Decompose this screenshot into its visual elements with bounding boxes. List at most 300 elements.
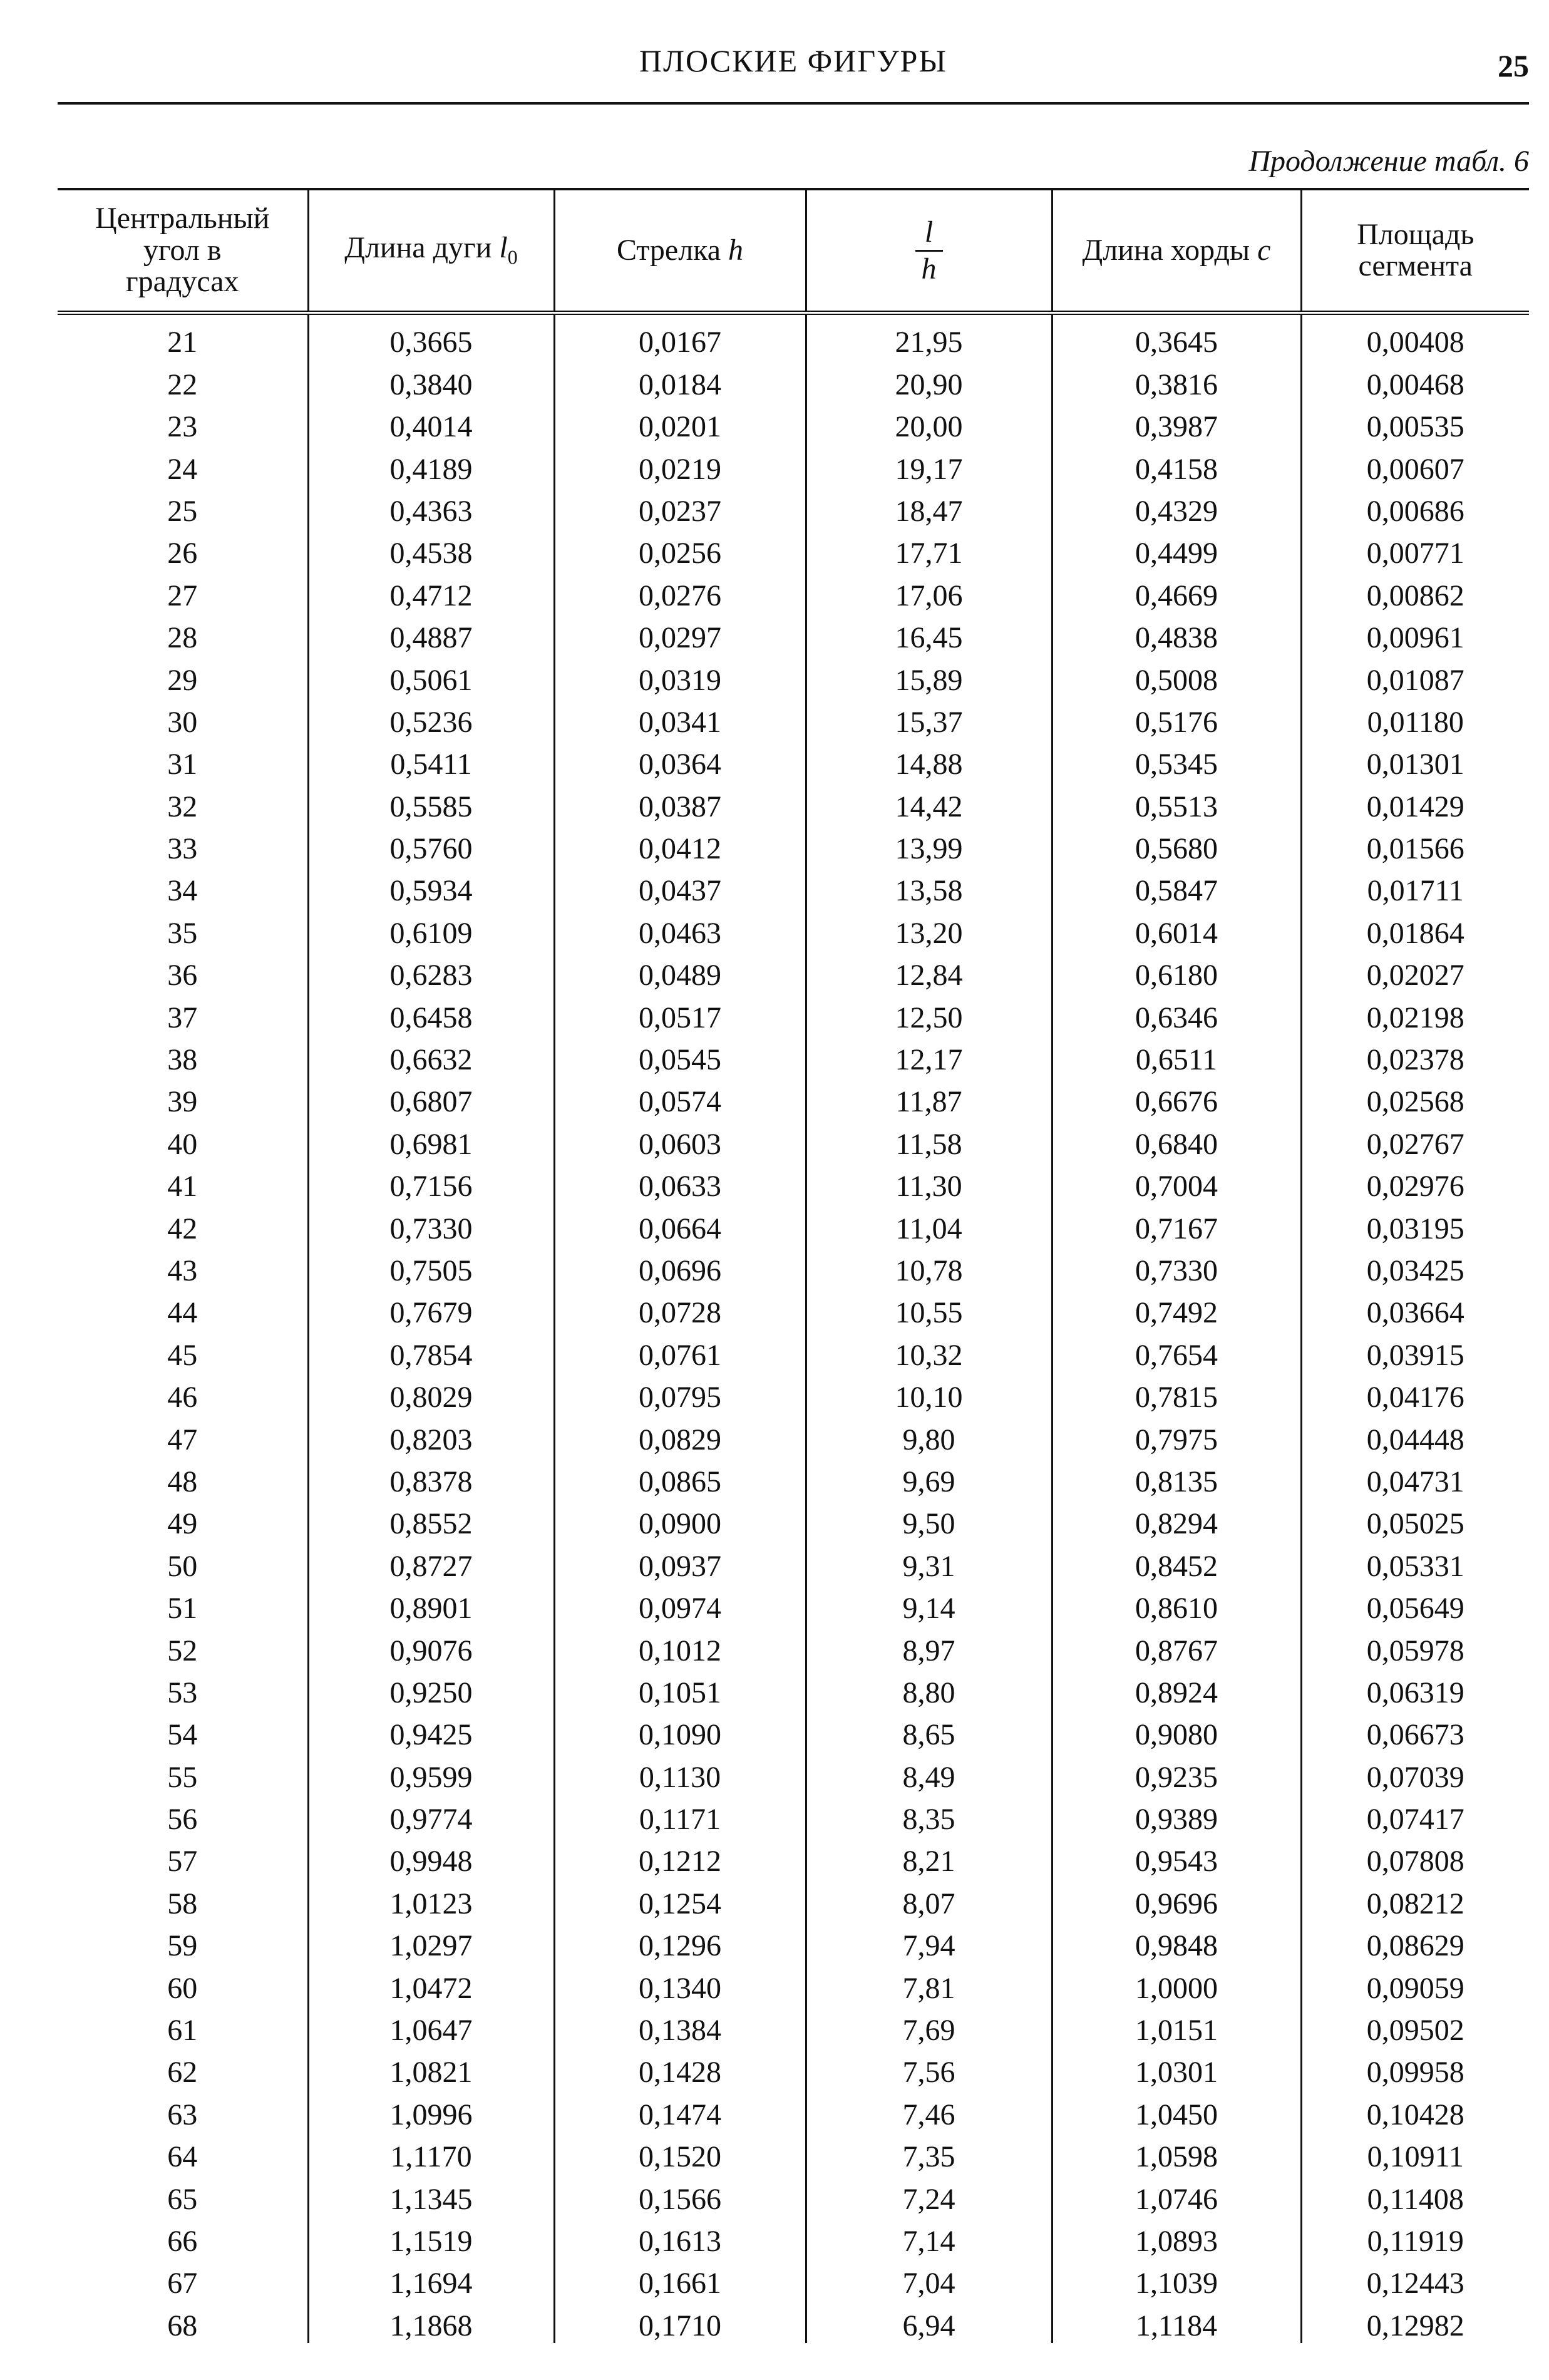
table-row <box>58 2174 1529 2216</box>
cell-segment-area: 0,08212 <box>1301 1878 1529 1920</box>
cell-ratio: 13,20 <box>806 908 1052 950</box>
cell-angle: 35 <box>167 916 198 950</box>
cell-ratio: 8,21 <box>806 1837 1052 1878</box>
cell-arc-length: 0,4712 <box>308 570 554 612</box>
cell-sagitta: 0,0974 <box>554 1584 806 1625</box>
cell-ratio: 11,87 <box>806 1077 1052 1119</box>
cell-arc-length: 0,9599 <box>308 1752 554 1794</box>
header-rule <box>58 102 1529 105</box>
cell-angle: 62 <box>167 2056 198 2089</box>
cell-arc-length: 1,1694 <box>308 2259 554 2300</box>
table-row <box>58 1119 1529 1161</box>
cell-ratio: 15,89 <box>806 655 1052 697</box>
col-header-sagitta <box>554 189 806 313</box>
table-row <box>58 1246 1529 1288</box>
cell-chord-length: 0,9543 <box>1052 1837 1301 1878</box>
cell-sagitta: 0,1296 <box>554 1921 806 1963</box>
cell-angle: 23 <box>167 410 198 444</box>
table-row <box>58 402 1529 444</box>
col-header-arc-length <box>308 189 554 313</box>
cell-segment-area: 0,02027 <box>1301 950 1529 992</box>
cell-sagitta: 0,0633 <box>554 1162 806 1203</box>
cell-chord-length: 0,6346 <box>1052 992 1301 1034</box>
cell-chord-length: 0,4329 <box>1052 487 1301 528</box>
cell-arc-length: 0,8901 <box>308 1584 554 1625</box>
cell-segment-area: 0,01429 <box>1301 781 1529 823</box>
cell-arc-length: 0,3665 <box>308 313 554 360</box>
table-row <box>58 1414 1529 1456</box>
cell-arc-length: 0,9774 <box>308 1795 554 1837</box>
cell-sagitta: 0,1254 <box>554 1878 806 1920</box>
cell-ratio: 12,17 <box>806 1035 1052 1077</box>
cell-arc-length: 0,8029 <box>308 1373 554 1414</box>
cell-chord-length: 1,0151 <box>1052 2006 1301 2048</box>
cell-ratio: 11,58 <box>806 1119 1052 1161</box>
cell-sagitta: 0,0364 <box>554 739 806 781</box>
cell-sagitta: 0,0865 <box>554 1457 806 1499</box>
cell-segment-area: 0,03664 <box>1301 1288 1529 1330</box>
table-row <box>58 2300 1529 2342</box>
table-row <box>58 2006 1529 2048</box>
cell-angle: 25 <box>167 494 198 528</box>
cell-ratio: 7,35 <box>806 2132 1052 2174</box>
cell-arc-length: 1,1345 <box>308 2174 554 2216</box>
cell-segment-area: 0,03425 <box>1301 1246 1529 1288</box>
cell-sagitta: 0,1520 <box>554 2132 806 2174</box>
cell-sagitta: 0,0219 <box>554 444 806 486</box>
cell-arc-length: 0,7854 <box>308 1330 554 1372</box>
cell-angle: 27 <box>167 579 198 612</box>
cell-sagitta: 0,1012 <box>554 1625 806 1667</box>
cell-segment-area: 0,11408 <box>1301 2174 1529 2216</box>
cell-chord-length: 1,0893 <box>1052 2217 1301 2259</box>
table-row <box>58 781 1529 823</box>
cell-angle: 65 <box>167 2182 198 2216</box>
cell-chord-length: 0,4158 <box>1052 444 1301 486</box>
cell-chord-length: 0,8294 <box>1052 1499 1301 1541</box>
cell-segment-area: 0,02568 <box>1301 1077 1529 1119</box>
running-head <box>58 38 1529 100</box>
cell-angle: 57 <box>167 1845 198 1878</box>
cell-segment-area: 0,07808 <box>1301 1837 1529 1878</box>
cell-sagitta: 0,0297 <box>554 613 806 655</box>
cell-arc-length: 1,0472 <box>308 1963 554 2005</box>
cell-segment-area: 0,11919 <box>1301 2217 1529 2259</box>
cell-ratio: 7,94 <box>806 1921 1052 1963</box>
cell-angle: 44 <box>167 1296 198 1330</box>
table-row <box>58 1837 1529 1878</box>
cell-arc-length: 1,1519 <box>308 2217 554 2259</box>
table-row <box>58 570 1529 612</box>
cell-angle: 37 <box>167 1001 198 1034</box>
segment-table <box>58 188 1529 2343</box>
cell-ratio: 7,46 <box>806 2089 1052 2131</box>
cell-ratio: 13,58 <box>806 866 1052 908</box>
cell-arc-length: 1,0123 <box>308 1878 554 1920</box>
cell-sagitta: 0,0517 <box>554 992 806 1034</box>
cell-ratio: 13,99 <box>806 824 1052 866</box>
cell-sagitta: 0,0412 <box>554 824 806 866</box>
cell-sagitta: 0,0574 <box>554 1077 806 1119</box>
table-row <box>58 359 1529 401</box>
cell-arc-length: 0,4189 <box>308 444 554 486</box>
cell-arc-length: 0,7156 <box>308 1162 554 1203</box>
cell-chord-length: 0,9235 <box>1052 1752 1301 1794</box>
col-header-angle <box>58 189 308 313</box>
cell-sagitta: 0,1340 <box>554 1963 806 2005</box>
cell-arc-length: 0,5411 <box>308 739 554 781</box>
cell-ratio: 7,04 <box>806 2259 1052 2300</box>
ratio-fraction <box>915 215 943 286</box>
table-row <box>58 1963 1529 2005</box>
table-row <box>58 1203 1529 1245</box>
cell-sagitta: 0,1710 <box>554 2300 806 2342</box>
cell-chord-length: 0,8924 <box>1052 1668 1301 1710</box>
cell-segment-area: 0,03915 <box>1301 1330 1529 1372</box>
cell-angle: 56 <box>167 1803 198 1837</box>
cell-chord-length: 0,7654 <box>1052 1330 1301 1372</box>
cell-ratio: 11,04 <box>806 1203 1052 1245</box>
cell-angle: 63 <box>167 2098 198 2131</box>
cell-sagitta: 0,1474 <box>554 2089 806 2131</box>
cell-sagitta: 0,0900 <box>554 1499 806 1541</box>
cell-arc-length: 0,4538 <box>308 528 554 570</box>
table-row <box>58 2132 1529 2174</box>
cell-ratio: 7,14 <box>806 2217 1052 2259</box>
table-row <box>58 613 1529 655</box>
table-row <box>58 1373 1529 1414</box>
cell-arc-length: 1,1868 <box>308 2300 554 2342</box>
cell-arc-length: 1,0996 <box>308 2089 554 2131</box>
table-row <box>58 1499 1529 1541</box>
cell-segment-area: 0,05649 <box>1301 1584 1529 1625</box>
cell-angle: 40 <box>167 1127 198 1161</box>
cell-arc-length: 0,5760 <box>308 824 554 866</box>
cell-segment-area: 0,04731 <box>1301 1457 1529 1499</box>
cell-segment-area: 0,00535 <box>1301 402 1529 444</box>
cell-sagitta: 0,0237 <box>554 487 806 528</box>
cell-sagitta: 0,1051 <box>554 1668 806 1710</box>
cell-ratio: 8,49 <box>806 1752 1052 1794</box>
table-row <box>58 2048 1529 2089</box>
cell-angle: 33 <box>167 832 198 866</box>
cell-ratio: 8,80 <box>806 1668 1052 1710</box>
col-header-angle-line3: градусах <box>125 265 239 299</box>
cell-arc-length: 1,0821 <box>308 2048 554 2089</box>
col-header-sagitta-var: h <box>728 233 744 267</box>
cell-ratio: 14,42 <box>806 781 1052 823</box>
cell-angle: 39 <box>167 1085 198 1119</box>
cell-arc-length: 0,6807 <box>308 1077 554 1119</box>
cell-arc-length: 0,9250 <box>308 1668 554 1710</box>
cell-segment-area: 0,01566 <box>1301 824 1529 866</box>
cell-angle: 61 <box>167 2014 198 2048</box>
cell-sagitta: 0,0937 <box>554 1541 806 1583</box>
cell-angle: 32 <box>167 790 198 823</box>
cell-ratio: 8,35 <box>806 1795 1052 1837</box>
cell-angle: 28 <box>167 621 198 655</box>
cell-ratio: 20,00 <box>806 402 1052 444</box>
cell-segment-area: 0,00408 <box>1301 313 1529 360</box>
table-row <box>58 1077 1529 1119</box>
table-body <box>58 313 1529 2343</box>
col-header-chord-var: c <box>1257 233 1271 267</box>
cell-segment-area: 0,02976 <box>1301 1162 1529 1203</box>
cell-segment-area: 0,01864 <box>1301 908 1529 950</box>
ratio-denominator: h <box>921 252 937 286</box>
col-header-area-line1: Площадь <box>1357 217 1474 251</box>
cell-chord-length: 0,7004 <box>1052 1162 1301 1203</box>
cell-chord-length: 0,5176 <box>1052 698 1301 739</box>
cell-angle: 30 <box>167 705 198 739</box>
page-number: 25 <box>1498 48 1529 83</box>
cell-angle: 24 <box>167 452 198 486</box>
cell-segment-area: 0,00961 <box>1301 613 1529 655</box>
cell-angle: 60 <box>167 1971 198 2005</box>
cell-chord-length: 0,3816 <box>1052 359 1301 401</box>
cell-chord-length: 0,8610 <box>1052 1584 1301 1625</box>
cell-chord-length: 1,1039 <box>1052 2259 1301 2300</box>
cell-arc-length: 0,5934 <box>308 866 554 908</box>
cell-chord-length: 0,9080 <box>1052 1710 1301 1752</box>
cell-sagitta: 0,1212 <box>554 1837 806 1878</box>
col-header-angle-line2: угол в <box>143 233 222 267</box>
table-row <box>58 1625 1529 1667</box>
col-header-arc-sub: 0 <box>507 246 518 269</box>
table-row <box>58 1541 1529 1583</box>
table-row <box>58 1584 1529 1625</box>
cell-chord-length: 0,7167 <box>1052 1203 1301 1245</box>
cell-chord-length: 0,4669 <box>1052 570 1301 612</box>
cell-arc-length: 0,6109 <box>308 908 554 950</box>
cell-angle: 41 <box>167 1170 198 1203</box>
table-row <box>58 866 1529 908</box>
cell-ratio: 6,94 <box>806 2300 1052 2342</box>
cell-chord-length: 0,9848 <box>1052 1921 1301 1963</box>
cell-sagitta: 0,0664 <box>554 1203 806 1245</box>
cell-segment-area: 0,09502 <box>1301 2006 1529 2048</box>
cell-ratio: 17,06 <box>806 570 1052 612</box>
cell-chord-length: 1,0598 <box>1052 2132 1301 2174</box>
col-header-chord-label: Длина хорды <box>1082 233 1258 267</box>
cell-sagitta: 0,0319 <box>554 655 806 697</box>
cell-chord-length: 0,4838 <box>1052 613 1301 655</box>
cell-chord-length: 0,5345 <box>1052 739 1301 781</box>
cell-segment-area: 0,00468 <box>1301 359 1529 401</box>
cell-chord-length: 0,8767 <box>1052 1625 1301 1667</box>
cell-arc-length: 0,4887 <box>308 613 554 655</box>
cell-ratio: 20,90 <box>806 359 1052 401</box>
cell-arc-length: 0,7679 <box>308 1288 554 1330</box>
cell-angle: 21 <box>167 326 198 359</box>
cell-ratio: 9,69 <box>806 1457 1052 1499</box>
cell-sagitta: 0,0341 <box>554 698 806 739</box>
cell-angle: 26 <box>167 537 198 570</box>
cell-sagitta: 0,0256 <box>554 528 806 570</box>
cell-arc-length: 0,4363 <box>308 487 554 528</box>
cell-sagitta: 0,0387 <box>554 781 806 823</box>
cell-chord-length: 0,3987 <box>1052 402 1301 444</box>
cell-segment-area: 0,07417 <box>1301 1795 1529 1837</box>
cell-chord-length: 1,0450 <box>1052 2089 1301 2131</box>
cell-segment-area: 0,09958 <box>1301 2048 1529 2089</box>
col-header-area-line2: сегмента <box>1358 249 1473 282</box>
table-row <box>58 739 1529 781</box>
cell-segment-area: 0,02767 <box>1301 1119 1529 1161</box>
cell-angle: 43 <box>167 1254 198 1287</box>
cell-chord-length: 1,0000 <box>1052 1963 1301 2005</box>
cell-chord-length: 0,5847 <box>1052 866 1301 908</box>
col-header-angle-line1: Центральный <box>95 202 270 235</box>
cell-ratio: 8,07 <box>806 1878 1052 1920</box>
cell-angle: 68 <box>167 2309 198 2342</box>
cell-chord-length: 0,7330 <box>1052 1246 1301 1288</box>
cell-angle: 46 <box>167 1381 198 1414</box>
table-row <box>58 1457 1529 1499</box>
cell-angle: 29 <box>167 663 198 697</box>
table-row <box>58 698 1529 739</box>
cell-arc-length: 1,1170 <box>308 2132 554 2174</box>
cell-segment-area: 0,12982 <box>1301 2300 1529 2342</box>
cell-segment-area: 0,01711 <box>1301 866 1529 908</box>
cell-angle: 52 <box>167 1634 198 1667</box>
cell-chord-length: 0,9696 <box>1052 1878 1301 1920</box>
cell-ratio: 10,55 <box>806 1288 1052 1330</box>
cell-angle: 66 <box>167 2224 198 2258</box>
cell-segment-area: 0,10911 <box>1301 2132 1529 2174</box>
table-row <box>58 1288 1529 1330</box>
cell-segment-area: 0,06319 <box>1301 1668 1529 1710</box>
cell-segment-area: 0,08629 <box>1301 1921 1529 1963</box>
cell-segment-area: 0,00686 <box>1301 487 1529 528</box>
cell-segment-area: 0,00862 <box>1301 570 1529 612</box>
table-row <box>58 908 1529 950</box>
cell-arc-length: 0,8552 <box>308 1499 554 1541</box>
table-row <box>58 2089 1529 2131</box>
cell-chord-length: 0,8135 <box>1052 1457 1301 1499</box>
table-row <box>58 313 1529 360</box>
table-row <box>58 824 1529 866</box>
cell-chord-length: 0,6676 <box>1052 1077 1301 1119</box>
cell-sagitta: 0,0795 <box>554 1373 806 1414</box>
cell-segment-area: 0,01301 <box>1301 739 1529 781</box>
cell-angle: 55 <box>167 1760 198 1794</box>
cell-segment-area: 0,04176 <box>1301 1373 1529 1414</box>
cell-chord-length: 1,1184 <box>1052 2300 1301 2342</box>
cell-arc-length: 1,0647 <box>308 2006 554 2048</box>
cell-sagitta: 0,1130 <box>554 1752 806 1794</box>
cell-angle: 58 <box>167 1887 198 1920</box>
cell-angle: 64 <box>167 2140 198 2174</box>
cell-segment-area: 0,06673 <box>1301 1710 1529 1752</box>
cell-arc-length: 0,9948 <box>308 1837 554 1878</box>
cell-segment-area: 0,12443 <box>1301 2259 1529 2300</box>
cell-angle: 38 <box>167 1043 198 1077</box>
cell-segment-area: 0,00771 <box>1301 528 1529 570</box>
cell-sagitta: 0,1566 <box>554 2174 806 2216</box>
cell-ratio: 17,71 <box>806 528 1052 570</box>
table-row <box>58 2259 1529 2300</box>
table-row <box>58 1162 1529 1203</box>
cell-arc-length: 0,6981 <box>308 1119 554 1161</box>
cell-arc-length: 0,7330 <box>308 1203 554 1245</box>
cell-ratio: 9,80 <box>806 1414 1052 1456</box>
table-row <box>58 992 1529 1034</box>
table-continuation-caption: Продолжение табл. 6 <box>1248 145 1529 178</box>
cell-chord-length: 0,5680 <box>1052 824 1301 866</box>
cell-ratio: 9,14 <box>806 1584 1052 1625</box>
col-header-arc-var: l <box>499 231 508 265</box>
cell-chord-length: 0,6014 <box>1052 908 1301 950</box>
cell-arc-length: 0,4014 <box>308 402 554 444</box>
cell-ratio: 10,10 <box>806 1373 1052 1414</box>
cell-arc-length: 0,7505 <box>308 1246 554 1288</box>
cell-segment-area: 0,05025 <box>1301 1499 1529 1541</box>
cell-sagitta: 0,0545 <box>554 1035 806 1077</box>
cell-angle: 36 <box>167 959 198 992</box>
cell-ratio: 10,32 <box>806 1330 1052 1372</box>
cell-sagitta: 0,1384 <box>554 2006 806 2048</box>
cell-arc-length: 0,5585 <box>308 781 554 823</box>
cell-ratio: 8,97 <box>806 1625 1052 1667</box>
cell-arc-length: 0,6632 <box>308 1035 554 1077</box>
cell-ratio: 14,88 <box>806 739 1052 781</box>
cell-ratio: 11,30 <box>806 1162 1052 1203</box>
table-row <box>58 2217 1529 2259</box>
cell-segment-area: 0,01087 <box>1301 655 1529 697</box>
cell-ratio: 19,17 <box>806 444 1052 486</box>
cell-ratio: 16,45 <box>806 613 1052 655</box>
cell-ratio: 18,47 <box>806 487 1052 528</box>
cell-chord-length: 0,7975 <box>1052 1414 1301 1456</box>
table-row <box>58 1035 1529 1077</box>
cell-segment-area: 0,02198 <box>1301 992 1529 1034</box>
table-row <box>58 444 1529 486</box>
cell-arc-length: 0,5236 <box>308 698 554 739</box>
cell-chord-length: 0,5513 <box>1052 781 1301 823</box>
cell-ratio: 12,84 <box>806 950 1052 992</box>
cell-sagitta: 0,0437 <box>554 866 806 908</box>
cell-chord-length: 1,0301 <box>1052 2048 1301 2089</box>
cell-arc-length: 0,9425 <box>308 1710 554 1752</box>
cell-chord-length: 0,7492 <box>1052 1288 1301 1330</box>
ratio-numerator: l <box>915 215 943 251</box>
cell-angle: 47 <box>167 1423 198 1456</box>
table-row <box>58 1752 1529 1794</box>
cell-segment-area: 0,05978 <box>1301 1625 1529 1667</box>
cell-sagitta: 0,0201 <box>554 402 806 444</box>
col-header-sagitta-label: Стрелка <box>616 233 729 267</box>
cell-angle: 50 <box>167 1549 198 1583</box>
cell-ratio: 15,37 <box>806 698 1052 739</box>
cell-ratio: 7,69 <box>806 2006 1052 2048</box>
page-title: ПЛОСКИЕ ФИГУРЫ <box>639 43 947 78</box>
cell-ratio: 7,81 <box>806 1963 1052 2005</box>
cell-sagitta: 0,0463 <box>554 908 806 950</box>
cell-sagitta: 0,1661 <box>554 2259 806 2300</box>
cell-sagitta: 0,0696 <box>554 1246 806 1288</box>
cell-angle: 53 <box>167 1676 198 1709</box>
cell-segment-area: 0,01180 <box>1301 698 1529 739</box>
cell-sagitta: 0,0761 <box>554 1330 806 1372</box>
cell-arc-length: 0,9076 <box>308 1625 554 1667</box>
cell-sagitta: 0,0728 <box>554 1288 806 1330</box>
cell-arc-length: 0,6458 <box>308 992 554 1034</box>
cell-angle: 54 <box>167 1718 198 1752</box>
table-row <box>58 487 1529 528</box>
cell-angle: 59 <box>167 1929 198 1963</box>
cell-sagitta: 0,1613 <box>554 2217 806 2259</box>
